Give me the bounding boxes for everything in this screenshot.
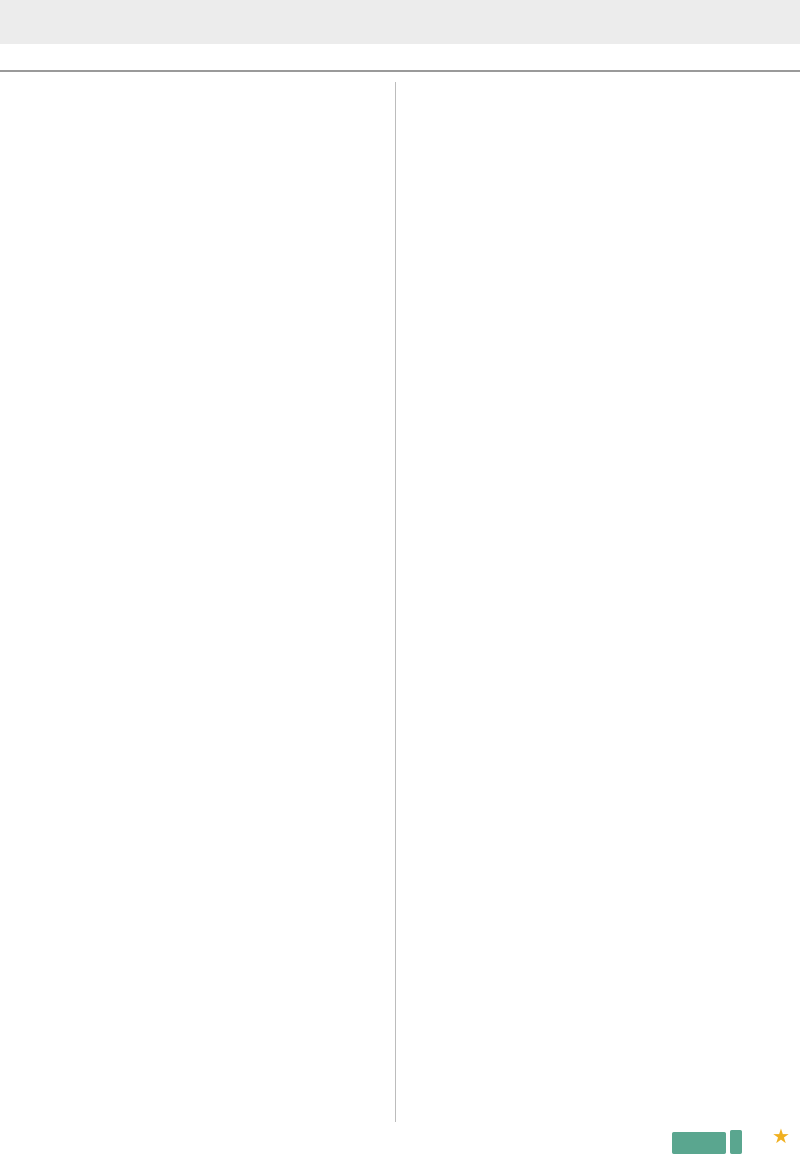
- page-header: [0, 44, 800, 72]
- footer-slogan: [672, 1132, 726, 1154]
- column-divider: [395, 82, 396, 1122]
- page-footer: [672, 1126, 792, 1158]
- page-number: [730, 1130, 742, 1154]
- top-margin: [0, 0, 800, 44]
- star-icon: ★: [772, 1124, 790, 1148]
